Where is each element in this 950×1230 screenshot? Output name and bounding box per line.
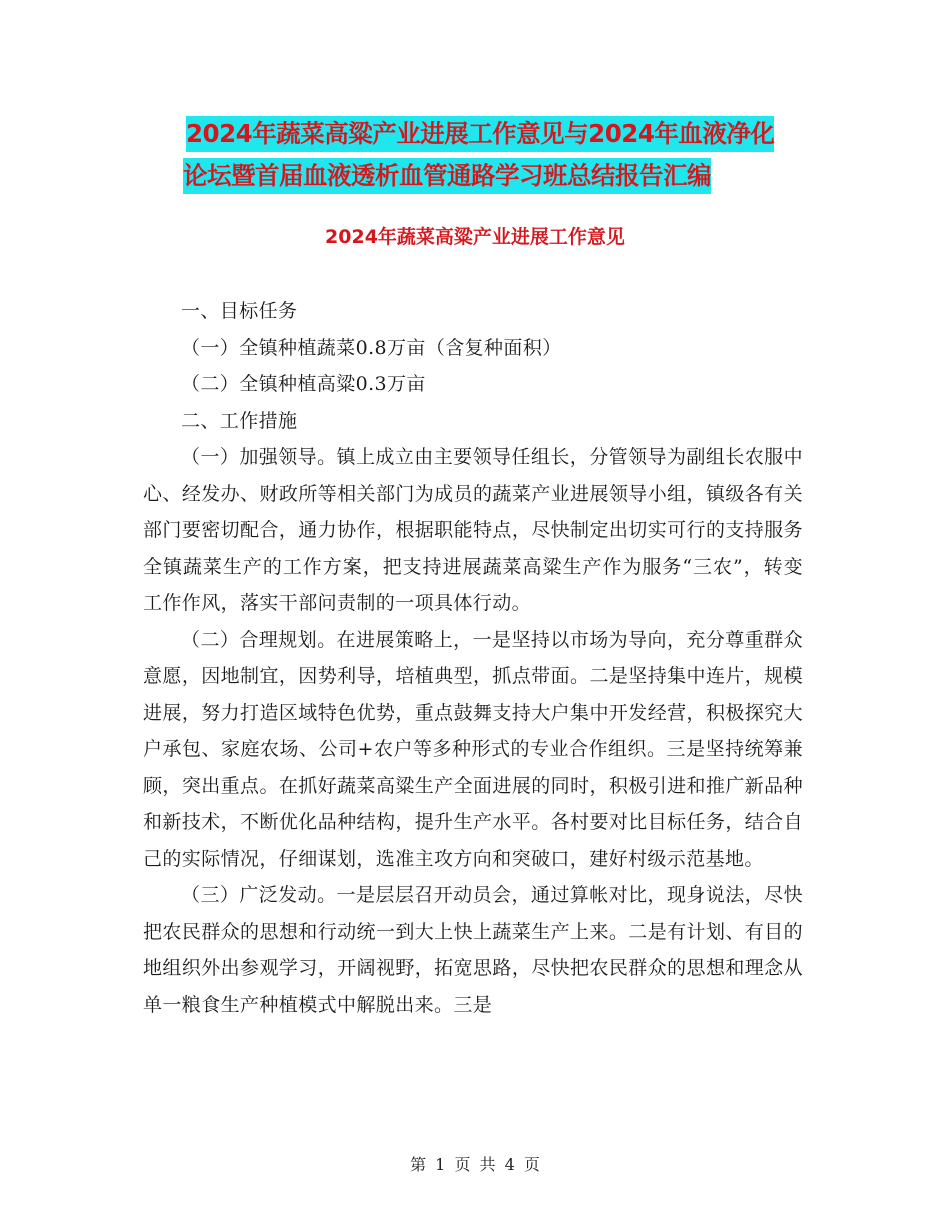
item-sorghum-area: （二）全镇种植高粱0.3万亩 [181,373,426,395]
main-title-line-2: 论坛暨首届血液透析血管通路学习班总结报告汇编 [183,158,711,194]
body-text [143,293,803,1023]
main-title-line-1: 2024年蔬菜高粱产业进展工作意见与2024年血液净化 [186,116,774,152]
paragraph-planning: （二）合理规划。在进展策略上，一是坚持以市场为导向，充分尊重群众意愿，因地制宜，因势利导，培植典型，抓点带面。二是坚持集中连片，规模进展，努力打造区域特色优势，重点鼓舞支持大户集中开发经营，积极探究大户承包、家庭农场、公司+农户等多种形式的专业合作组织。三是坚持统筹兼顾，突出重点。在抓好蔬菜高粱生产全面进展的同时，积极引进和推广新品种和新技术，不断优化品种结构，提升生产水平。各村要对比目标任务，结合自己的实际情况，仔细谋划，选准主攻方向和突破口，建好村级示范基地。 [143,628,803,870]
heading-target-tasks: 一、目标任务 [181,300,298,322]
item-vegetable-area: （一）全镇种植蔬菜0.8万亩（含复种面积） [181,336,562,359]
heading-work-measures: 二、工作措施 [181,409,298,432]
main-title [183,113,826,197]
section-title: 2024年蔬菜高粱产业进展工作意见 [325,226,625,248]
paragraph-leadership: （一）加强领导。镇上成立由主要领导任组长，分管领导为副组长农服中心、经发办、财政所等相关部门为成员的蔬菜产业进展领导小组，镇级各有关部门要密切配合，通力协作，根据职能特点，尽快制定出切实可行的支持服务全镇蔬菜生产的工作方案，把支持进展蔬菜高粱生产作为服务“三农”，转变工作作风，落实干部问责制的一项具体行动。 [143,446,803,614]
paragraph-mobilization: （三）广泛发动。一是层层召开动员会，通过算帐对比，现身说法，尽快把农民群众的思想和行动统一到大上快上蔬菜生产上来。二是有计划、有目的地组织外出参观学习，开阔视野，拓宽思路，尽快把农民群众的思想和理念从单一粮食生产种植模式中解脱出来。三是 [143,884,803,1016]
page-footer: 第 1 页 共 4 页 [410,1155,540,1174]
